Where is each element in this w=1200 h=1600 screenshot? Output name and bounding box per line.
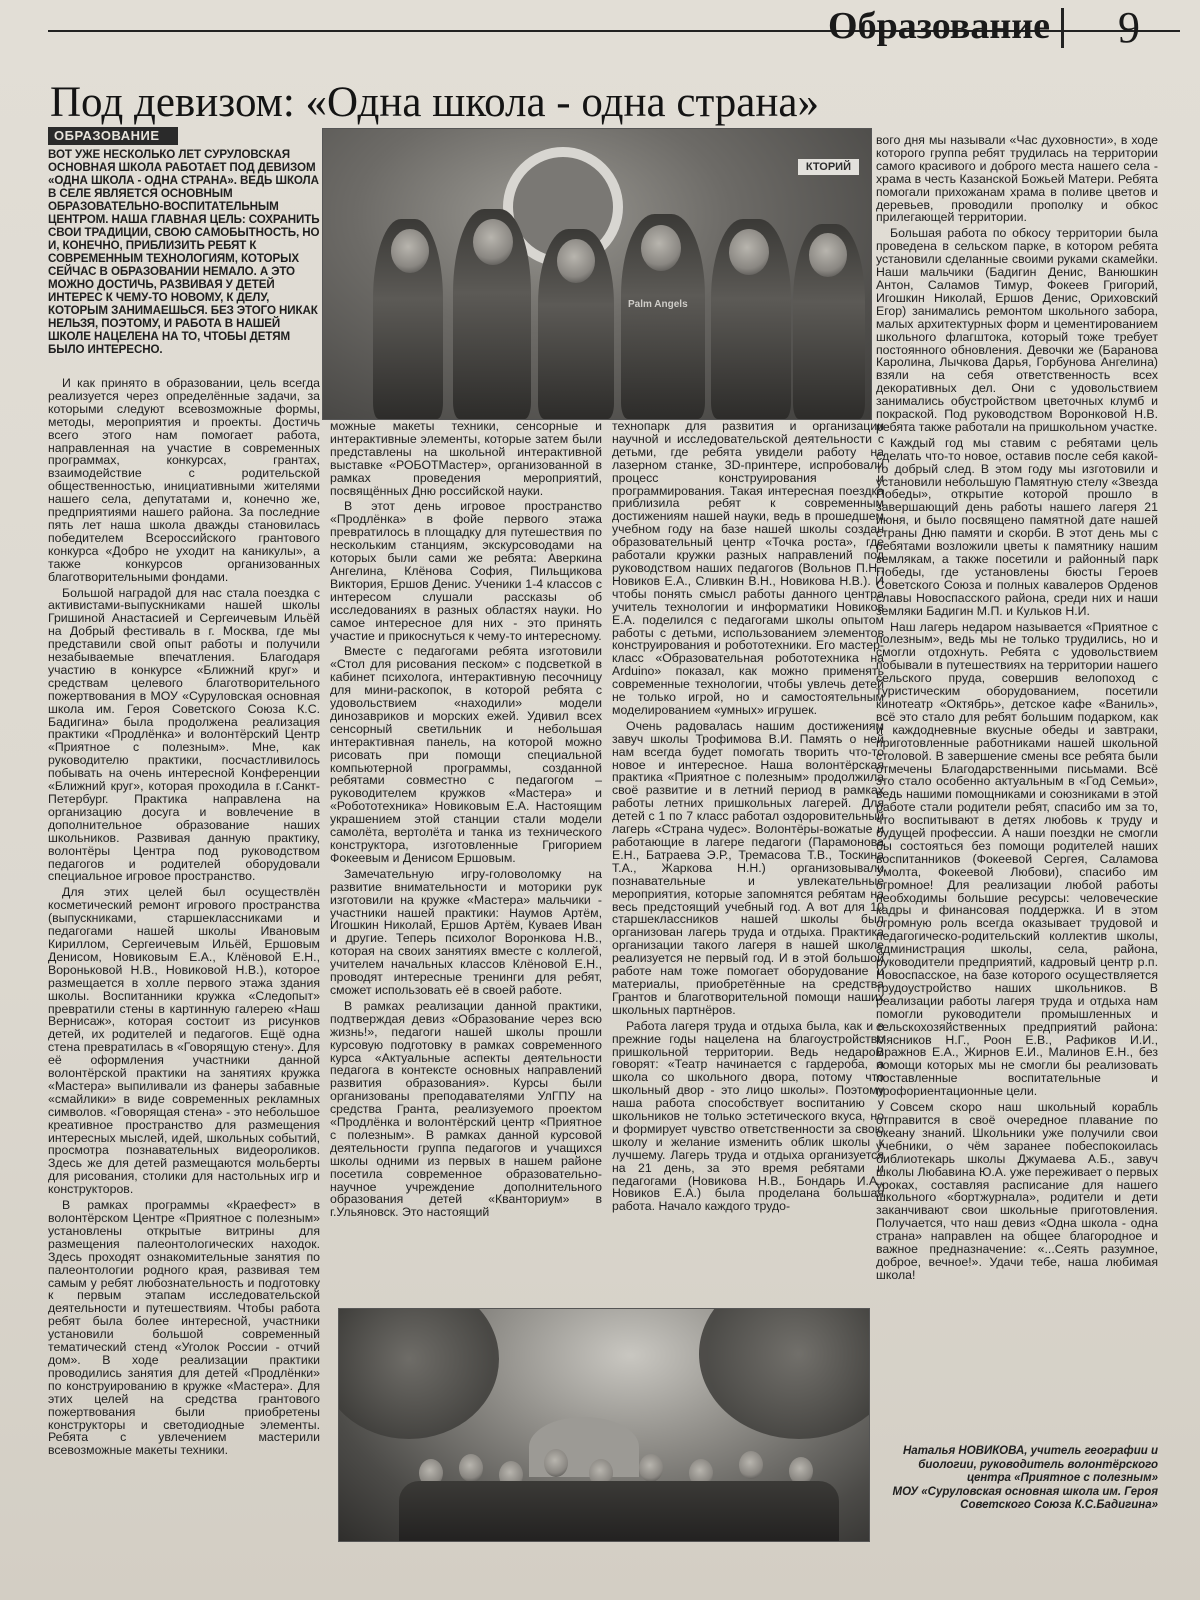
- paragraph: Большой наградой для нас стала поездка с активистами-выпускниками нашей школы Гришиной Анастасией и Сергеичевым Ильёй на Добрый фестиваль в г. Москва, где мы представили свой опыт работы и получили незабываемые впечатления. Благодаря участию в конкурсе «Ближний круг» и средствам целевого благотворительного пожертвования в МОУ «Суруловская основная школа им. Героя Советского Союза К.С. Бадигина» была продолжена реализация практики «Продлёнка» и волонтёрский Центр «Приятное с полезным». Мне, как руководителю практики, посчастливилось побывать на очень интересной Конференции «Ближний круг», которая проходила в г.Санкт-Петербург. Практика направлена на организацию досуга и вовлечение в дополнительное образование наших школьников. Развивая данную практику, волонтёры Центра под руководством педагогов и родителей оборудовали специальное игровое пространство.: [48, 585, 320, 884]
- author-signature: [880, 1445, 1158, 1513]
- column-2: [330, 420, 602, 1305]
- paragraph: И как принято в образовании, цель всегда реализуется через определённые задачи, за которыми следуют всевозможные формы, методы, мероприятия и проекты. Достичь всего этого нам помогает работа, направленная на участие в современных программах, конкурсах, грантах, взаимодействие с родительской общественностью, инициативными жителями нашего села, депутатами и, конечно же, предприятиями нашего района. За последние пять лет наша школа дважды становилась победителем Всероссийского грантового конкурса «Добро не уходит на каникулы», а также конкурсов организованных благотворительными фондами.: [48, 377, 320, 584]
- person-head: [544, 1449, 568, 1477]
- person-head: [729, 229, 769, 275]
- tree-shape: [699, 1308, 870, 1439]
- paragraph: Совсем скоро наш школьный корабль отправится в своё очередное плавание по океану знаний. Школьники уже получили свои учебники, о чём заранее побеспокоилась библиотекарь школы Джумаева А.Б., завуч школы Любавина Ю.А. уже переживает о первых уроках, составляя расписание для нашего школьного «бортжурнала», родители и дети заканчивают свои школьные приготовления. Получается, что наш девиз «Одна школа - одна страна» направлен на общее благородное и важное предназначение: «...Сеять разумное, доброе, вечное!». Удачи тебе, наша любимая школа!: [876, 1100, 1158, 1282]
- person-head: [639, 1454, 663, 1482]
- person-head: [809, 233, 847, 277]
- person-head: [739, 1451, 763, 1479]
- tree-shape: [338, 1308, 499, 1439]
- paragraph: Для этих целей был осуществлён косметический ремонт игрового пространства (выпускниками, старшеклассниками и педагогами нашей школы Ивановым Кириллом, Сергеичевым Ильёй, Ершовым Денисом, Новиковым Е.А., Клёновой Е.Н., Вороньковой Н.В., Новиковой Н.В.), которое размещается в холле первого этажа здания школы. Воспитанники кружка «Следопыт» превратили стены в картинную галерею «Наш Вернисаж», которая состоит из рисунков детей, их родителей и педагогов. Ещё одна стена превратилась в «Говорящую стену». Для её оформления участники данной волонтёрской практики на занятиях кружка «Мастера» выпиливали из фанеры забавные «смайлики» в виде современных рекламных символов. «Говорящая стена» - это небольшое креативное пространство для размещения интересных мыслей, идей, школьных событий, просмотра познавательных видеороликов. Здесь же для детей размещаются мольберты для рисования, столики для настольных игр и конструкторов.: [48, 885, 320, 1197]
- person-head: [557, 239, 595, 283]
- paragraph: В этот день игровое пространство «Продлёнка» в фойе первого этажа превратилось в площадку для путешествия по нескольким станциям, экскурсоводами на которых были сами же ребята: Аверкина Ангелина, Клёнова София, Пильщикова Виктория, Ершов Денис. Ученики 1-4 классов с интересом слушали рассказы об исследованиях в разных областях науки. Но самое интересное для них - это принять участие и прикоснуться к чему-то интересному.: [330, 499, 602, 643]
- person-head: [459, 1454, 483, 1482]
- page-number: 9: [1118, 3, 1140, 52]
- paragraph: Большая работа по обкосу территории была проведена в сельском парке, в котором ребята установили сделанные своими руками скамейки. Наши мальчики (Бадигин Денис, Ванюшкин Антон, Саламов Тимур, Фокеев Григорий, Игошкин Николай, Ершов Денис, Ориховский Егор) занимались ремонтом школьного забора, малых архитектурных форм и цементированием школьного флагштока, который тоже требует постоянного обновления. Девочки же (Баранова Каролина, Лычкова Дарья, Горбунова Ангелина) взяли на себя ответственность всех декоративных дел. Они с удовольствием занимались обустройством цветочных клумб и покраской. Под руководством Воронковой Н.В. ребята также работали на пришкольном участке.: [876, 226, 1158, 434]
- section-divider: [1061, 8, 1064, 48]
- paragraph: технопарк для развития и организации научной и исследовательской деятельности с детьми, где ребята увидели работу на лазерном станке, 3D-принтере, испробовали процесс конструирования и программирования. Такая интересная поездка приблизила ребят к современным достижениям нашей науки, ведь в прошедшем учебном году на базе нашей школы создан образовательный центр «Точка роста», где работали кружки разных направлений под руководством наших педагогов (Вольнов П.Н., Новиков Е.А., Сливкин В.Н., Новикова Н.В.). И чтобы понять смысл работы данного центра учитель технологии и информатики Новиков Е.А. поделился с педагогами школы опытом работы с детьми, использованием элементов конструирования и робототехники. Его мастер-класс «Образовательная робототехника на Arduino» показал, как можно применять современные технологии, чтобы увлечь детей не только игрой, но и самостоятельным моделированием «умных» игрушек.: [612, 420, 884, 717]
- article-headline: Под девизом: «Одна школа - одна страна»: [50, 79, 819, 126]
- paragraph: Замечательную игру-головоломку на развитие внимательности и моторики рук изготовили на кружке «Мастера» мальчики - участники нашей практики: Наумов Артём, Игошкин Николай, Ершов Артём, Куваев Иван и другие. Теперь психолог Воронкова Н.В., которая на своих занятиях вместе с коллегой, учителем начальных классов Клёновой Е.Н., проводят интересные тренинги для ребят, сможет использовать её в своей работе.: [330, 866, 602, 997]
- paragraph: можные макеты техники, сенсорные и интерактивные элементы, которые затем были представлены на школьной интерактивной выставке «РОБОТМастер», организованной в рамках проведения мероприятий, посвящённых Дню российской науки.: [330, 420, 602, 498]
- shirt-print: Palm Angels: [628, 299, 688, 310]
- signature-author: Наталья НОВИКОВА, учитель географии и биологии, руководитель волонтёрского центра «Приятное с полезным»: [903, 1445, 1158, 1484]
- signature-school: МОУ «Суруловская основная школа им. Героя Советского Союза К.С.Бадигина»: [892, 1485, 1158, 1511]
- paragraph: В рамках программы «Краефест» в волонтёрском Центре «Приятное с полезным» установлены открытые витрины для размещения палеонтологических находок. Здесь проходят ознакомительные занятия по палеонтологии родного края, развивая тем самым у ребят любознательность и подготовку к первым этапам исследовательской деятельности и путешествиям. Чтобы работа ребят была более интересной, участники установили большой современный тематический стенд «Уголок России - отчий дом». В ходе реализации практики проводились занятия для детей «Продлёнки» по конструированию в кружке «Мастера». Для этих целей на средства грантового пожертвования были приобретены конструкторы и светодиодные элементы. Ребята с увлечением мастерили всевозможные макеты техники.: [48, 1198, 320, 1458]
- person-head: [473, 219, 513, 265]
- paragraph: Каждый год мы ставим с ребятами цель сделать что-то новое, оставив после себя какой-то добрый след. В этом году мы изготовили и установили небольшую Памятную стелу «Звезда Победы», открытие которой прошло в завершающий день работы нашего лагеря 21 июня, и было посвящено памятной дате нашей страны Дню памяти и скорби. В этот день мы с ребятами возложили цветы к памятнику нашим землякам, а также посетили и районный парк Победы, где установлены бюсты Героев Советского Союза и полных кавалеров Орденов славы Новоспасского района, среди них и наши земляки Бадигин М.П. и Кульков Н.И.: [876, 435, 1158, 618]
- person-head: [391, 229, 429, 273]
- paragraph: Наш лагерь недаром называется «Приятное с полезным», ведь мы не только трудились, но и смогли отдохнуть. Ребята с удовольствием побывали в путешествиях на территории нашего сельского пруда, совершив велопоход с туристическим оборудованием, посетили кинотеатр «Октябрь», детское кафе «Ваниль», всё это стало для ребят большим подарком, как и каждодневные вкусные обеды и завтраки, приготовленные работниками нашей школьной столовой. В завершение смены все ребята были отмечены Благодарственными письмами. Всё это стало особенно актуальным в «Год Семьи», ведь нашими помощниками и союзниками в этой работе стали родители ребят, спасибо им за то, что воспитывают в детях любовь к труду и будущей профессии. А наши поездки не смогли бы состояться без помощи родителей наших воспитанников (Фокеевой Сергея, Саламова Умолта, Фокеевой Любови), спасибо им огромное! Для реализации любой работы необходимы большие ресурсы: человеческие кадры и финансовая поддержка. И в этом огромную роль всегда оказывает трудовой и педагогическо-родительский коллектив школы, администрация школы, села, района, руководители предприятий, кадровый центр р.п. Новоспасское, на базе которого осуществляется трудоустройство наших школьников. В реализации работы лагеря труда и отдыха нам помогли руководители промышленных и сельскохозяйственных предприятий района: Мясников Н.Г., Роон Е.В., Рафиков И.И., Вражнов Е.А., Жирнов Е.И., Малинов Е.Н., без помощи которых мы не смогли бы реализовать поставленные воспитательные и профориентационные цели.: [876, 619, 1158, 1099]
- column-1: [48, 377, 320, 1567]
- article-lead: ВОТ УЖЕ НЕСКОЛЬКО ЛЕТ СУРУЛОВСКАЯ ОСНОВНАЯ ШКОЛА РАБОТАЕТ ПОД ДЕВИЗОМ «ОДНА ШКОЛА - ОДНА СТРАНА». ВЕДЬ ШКОЛА В СЕЛЕ ЯВЛЯЕТСЯ ОСНОВНЫМ ОБРАЗОВАТЕЛЬНО-ВОСПИТАТЕЛЬНЫМ ЦЕНТРОМ. НАША ГЛАВНАЯ ЦЕЛЬ: СОХРАНИТЬ СВОИ ТРАДИЦИИ, СВОЮ САМОБЫТНОСТЬ, НО И, КОНЕЧНО, ПРИБЛИЗИТЬ РЕБЯТ К СОВРЕМЕННЫМ ТЕХНОЛОГИЯМ, КОТОРЫХ СЕЙЧАС В ОБРАЗОВАНИИ НЕМАЛО. А ЭТО МОЖНО ДОСТИЧЬ, РАЗВИВАЯ У ДЕТЕЙ ИНТЕРЕС К ЧЕМУ-ТО НОВОМУ, К ДЕЛУ, КОТОРЫМ ЗАНИМАЕШЬСЯ. БЕЗ ЭТОГО НИКАК НЕЛЬЗЯ, ПОЭТОМУ, И РАБОТА В НАШЕЙ ШКОЛЕ НАЦЕЛЕНА НА ТО, ЧТОБЫ ДЕТЯМ БЫЛО ИНТЕРЕСНО.: [48, 148, 320, 356]
- group-photo-indoor: [322, 128, 872, 420]
- paragraph: В рамках реализации данной практики, подтверждая девиз «Образование через всю жизнь!», педагоги нашей школы прошли курсовую подготовку в рамках современного курса «Актуальные аспекты деятельности педагога в контексте основных направлений развития образования». Курсы были организованы преподавателями УлГПУ на средства Гранта, реализуемого проектом «Продлёнка и волонтёрский центр «Приятное с полезным». В рамках данной курсовой деятельности группа педагогов и учащихся школы одними из первых в нашем районе посетила современное образовательно-научное учреждение дополнительного образования детей «Кванториум» в г.Ульяновск. Это настоящий: [330, 998, 602, 1220]
- rubric-label: ОБРАЗОВАНИЕ: [48, 127, 178, 145]
- paragraph: Очень радовалась нашим достижениям завуч школы Трофимова В.И. Память о ней нам всегда будет помогать творить что-то новое и интересное. Наша волонтёрская практика «Приятное с полезным» продолжила своё развитие и в летний период в рамках работы летних пришкольных лагерей. Для детей с 1 по 7 класс работал оздоровительный лагерь «Страна чудес». Волонтёры-вожатые и работающие в лагере педагоги (Парамонова Е.Н., Батраева Э.Р., Тремасова Т.В., Тоскина Т.А., Жаркова Н.Н.) организовывали познавательные и увлекательные мероприятия, которые запомнятся ребятам на весь предстоящий учебный год. А вот для 10 старшеклассников нашей школы был организован лагерь труда и отдыха. Практика организации такого лагеря в нашей школе реализуется не первый год. И в этой большой работе нам тоже помогает оборудование и материалы, приобретённые на средства Грантов и благотворительной помощи наших школьных партнёров.: [612, 718, 884, 1017]
- group-photo-outdoor: [338, 1308, 870, 1542]
- column-4: [876, 134, 1158, 1439]
- person-head: [641, 225, 681, 271]
- paragraph: вого дня мы называли «Час духовности», в ходе которого группа ребят трудилась на территории самого красивого и доброго места нашего села - храма в честь Казанской Божьей Матери. Ребята помогали прихожанам храма в поливе цветов и деревьев, проводили прополку и обкос прилегающей территории.: [876, 134, 1158, 225]
- group-bodies: [399, 1481, 839, 1541]
- paragraph: Работа лагеря труда и отдыха была, как и в прежние годы нацелена на благоустройство пришкольной территории. Ведь недаром говорят: «Театр начинается с гардероба, а школа со школьного двора, потому что школьный двор - это лицо школы». Поэтому наша работа способствует воспитанию у школьников не только эстетического вкуса, но и формирует чувство ответственности за свою школу и желание изменить облик школы к лучшему. Лагерь труда и отдыха организуется на 21 день, за это время ребятами и педагогами (Новикова Н.В., Бондарь И.А., Новиков Е.А.) была проделана большая работа. Начало каждого трудо-: [612, 1018, 884, 1214]
- paragraph: Вместе с педагогами ребята изготовили «Стол для рисования песком» с подсветкой в кабинет психолога, интерактивную песочницу для мини-раскопок, в которой ребята с удовольствием «находили» модели динозавриков и морских ежей. Удивил всех сенсорный светильник и небольшая интерактивная панель, на которой можно рисовать при помощи специальной компьютерной программы, созданной ребятами совместно с педагогом – руководителем кружков «Мастера» и «Робототехника» Новиковым Е.А. Настоящим украшением этой станции стали модели самолёта, вертолёта и танка из технического конструктора, изготовленные Григорием Фокеевым и Денисом Ершовым.: [330, 644, 602, 865]
- column-3: [612, 420, 884, 1305]
- wall-sign: КТОРИЙ: [798, 159, 859, 175]
- section-title: Образование: [828, 5, 1050, 47]
